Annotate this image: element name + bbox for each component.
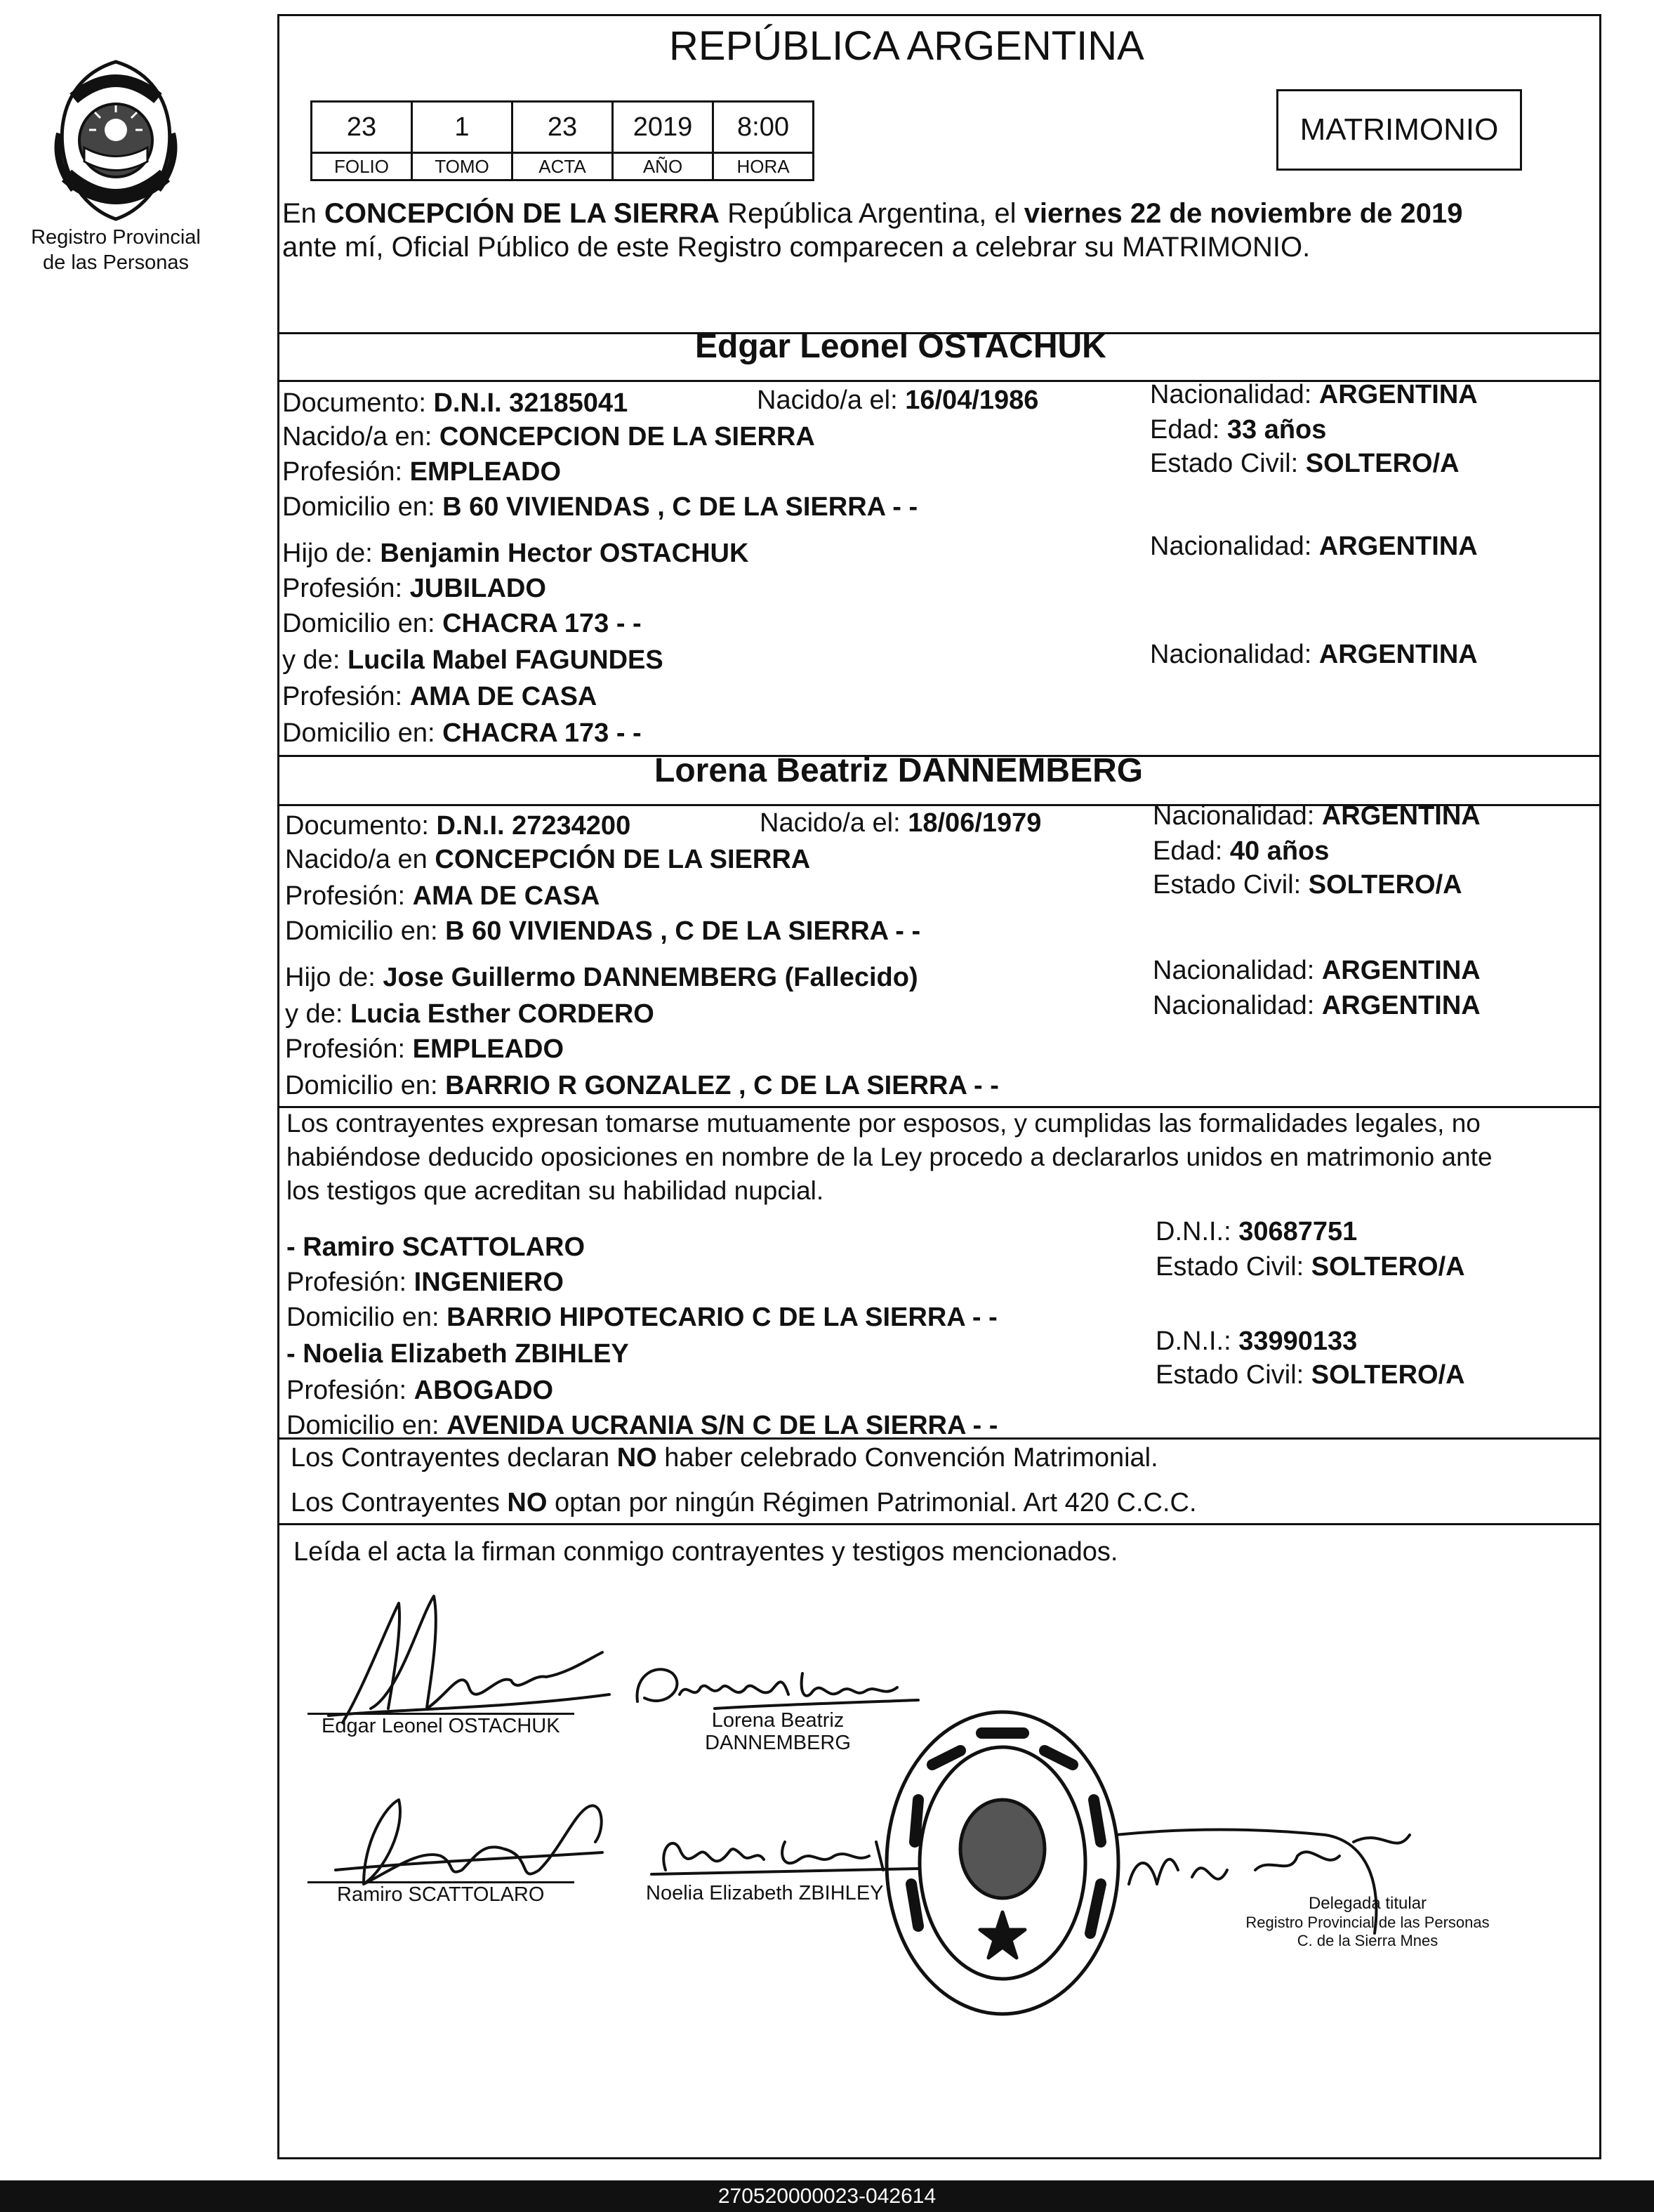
c2-madre-nacionalidad: Nacionalidad: ARGENTINA <box>1153 991 1481 1020</box>
declaracion-line1: Los contrayentes expresan tomarse mutuamente por esposos, y cumplidas las formalidades legales, no <box>286 1109 1481 1138</box>
testigo2-domicilio: Domicilio en: AVENIDA UCRANIA S/N C DE LA SIERRA - - <box>286 1411 998 1440</box>
oficial-linea2: Registro Provincial de las Personas <box>1245 1914 1490 1931</box>
c1-madre-profesion: Profesión: AMA DE CASA <box>282 682 597 711</box>
anio-value: 2019 <box>613 102 713 153</box>
cierre-text: Leída el acta la firman conmigo contrayentes y testigos mencionados. <box>293 1537 1118 1567</box>
c2-documento: Documento: D.N.I. 27234200 <box>285 811 631 841</box>
tomo-value: 1 <box>412 102 512 153</box>
folio-value: 23 <box>312 102 412 153</box>
c2-madre-domicilio: Domicilio en: BARRIO R GONZALEZ , C DE LA SIERRA - - <box>285 1071 999 1100</box>
declaracion-line3: los testigos que acreditan su habilidad nupcial. <box>286 1176 824 1205</box>
c2-padre: Hijo de: Jose Guillermo DANNEMBERG (Fallecido) <box>285 963 918 992</box>
c1-padre: Hijo de: Benjamin Hector OSTACHUK <box>282 539 749 568</box>
intro-line2: ante mí, Oficial Público de este Registro comparecen a celebrar su MATRIMONIO. <box>282 232 1311 263</box>
hora-label: HORA <box>713 153 814 180</box>
oficial-linea3: C. de la Sierra Mnes <box>1297 1932 1438 1949</box>
testigo1-domicilio: Domicilio en: BARRIO HIPOTECARIO C DE LA SIERRA - - <box>286 1303 998 1332</box>
c1-profesion: Profesión: EMPLEADO <box>282 457 562 487</box>
firma-novio <box>322 1589 616 1730</box>
convencion-line2: Los Contrayentes NO optan por ningún Régimen Patrimonial. Art 420 C.C.C. <box>291 1488 1197 1518</box>
acta-frame <box>277 14 1601 2159</box>
c2-edad: Edad: 40 años <box>1153 836 1330 866</box>
c2-nacionalidad: Nacionalidad: ARGENTINA <box>1153 801 1481 831</box>
agency-logo <box>28 56 204 275</box>
acta-label: ACTA <box>512 153 613 180</box>
firma-novia-nombre2: DANNEMBERG <box>705 1732 851 1754</box>
c2-madre-profesion: Profesión: EMPLEADO <box>285 1034 564 1064</box>
c1-madre: y de: Lucila Mabel FAGUNDES <box>282 645 663 675</box>
convencion-line1: Los Contrayentes declaran NO haber celebrado Convención Matrimonial. <box>291 1443 1158 1473</box>
c1-nacido-el: Nacido/a el: 16/04/1986 <box>757 386 1039 415</box>
c1-estado-civil: Estado Civil: SOLTERO/A <box>1150 449 1460 478</box>
testigo1-nombre: - Ramiro SCATTOLARO <box>286 1232 585 1262</box>
oficial-cargo: Delegada titular <box>1308 1894 1427 1913</box>
c2-madre: y de: Lucia Esther CORDERO <box>285 999 654 1029</box>
c1-padre-profesion: Profesión: JUBILADO <box>282 574 546 603</box>
firma-testigo1-nombre: Ramiro SCATTOLARO <box>337 1883 545 1906</box>
c1-madre-domicilio: Domicilio en: CHACRA 173 - - <box>282 718 642 748</box>
anio-label: AÑO <box>613 153 713 180</box>
hora-value: 8:00 <box>713 102 814 153</box>
c2-estado-civil: Estado Civil: SOLTERO/A <box>1153 870 1462 900</box>
c1-madre-nacionalidad: Nacionalidad: ARGENTINA <box>1150 640 1478 669</box>
agency-name-line1: Registro Provincial <box>31 226 201 249</box>
testigo1-dni: D.N.I.: 30687751 <box>1156 1217 1358 1246</box>
c2-nacido-el: Nacido/a el: 18/06/1979 <box>760 808 1042 838</box>
acta-value: 23 <box>512 102 613 153</box>
testigo2-nombre: - Noelia Elizabeth ZBIHLEY <box>286 1339 629 1369</box>
c1-domicilio: Domicilio en: B 60 VIVIENDAS , C DE LA SIERRA - - <box>282 492 918 522</box>
declaracion-line2: habiéndose deducido oposiciones en nombre de la Ley procedo a declararlos unidos en matrimonio ante <box>286 1143 1493 1171</box>
firma-novio-nombre: Edgar Leonel OSTACHUK <box>322 1715 560 1737</box>
c1-nacido-en: Nacido/a en: CONCEPCION DE LA SIERRA <box>282 422 815 452</box>
testigo2-dni: D.N.I.: 33990133 <box>1156 1326 1358 1356</box>
c2-profesion: Profesión: AMA DE CASA <box>285 881 600 911</box>
contrayente1-nombre: Edgar Leonel OSTACHUK <box>695 328 1106 365</box>
c1-edad: Edad: 33 años <box>1150 415 1327 445</box>
c2-nacido-en: Nacido/a en CONCEPCIÓN DE LA SIERRA <box>285 845 811 874</box>
divider <box>279 1523 1599 1525</box>
page-title: REPÚBLICA ARGENTINA <box>669 23 1144 69</box>
official-seal-stamp <box>876 1701 1129 2025</box>
c2-domicilio: Domicilio en: B 60 VIVIENDAS , C DE LA SIERRA - - <box>285 916 921 946</box>
footer-code: 270520000023-042614 <box>0 2180 1654 2212</box>
contrayente2-nombre: Lorena Beatriz DANNEMBERG <box>654 752 1144 789</box>
c1-padre-nacionalidad: Nacionalidad: ARGENTINA <box>1150 532 1478 561</box>
tomo-label: TOMO <box>412 153 512 180</box>
testigo1-estado-civil: Estado Civil: SOLTERO/A <box>1156 1252 1465 1282</box>
c1-documento: Documento: D.N.I. 32185041 <box>282 388 628 418</box>
divider <box>279 1437 1599 1440</box>
registro-table <box>310 100 814 181</box>
firma-testigo2-nombre: Noelia Elizabeth ZBIHLEY <box>646 1882 884 1904</box>
intro-line1: En CONCEPCIÓN DE LA SIERRA República Argentina, el viernes 22 de noviembre de 2019 <box>282 198 1463 229</box>
folio-label: FOLIO <box>312 153 412 180</box>
provincial-seal-icon <box>46 56 186 225</box>
testigo1-profesion: Profesión: INGENIERO <box>286 1268 564 1297</box>
c2-padre-nacionalidad: Nacionalidad: ARGENTINA <box>1153 956 1481 985</box>
firma-novia-nombre1: Lorena Beatriz <box>711 1709 845 1732</box>
c1-padre-domicilio: Domicilio en: CHACRA 173 - - <box>282 609 642 638</box>
testigo2-estado-civil: Estado Civil: SOLTERO/A <box>1156 1360 1465 1390</box>
agency-name-line2: de las Personas <box>43 251 189 274</box>
testigo2-profesion: Profesión: ABOGADO <box>286 1376 554 1405</box>
tipo-acta-box: MATRIMONIO <box>1276 89 1522 171</box>
c1-nacionalidad: Nacionalidad: ARGENTINA <box>1150 380 1478 409</box>
